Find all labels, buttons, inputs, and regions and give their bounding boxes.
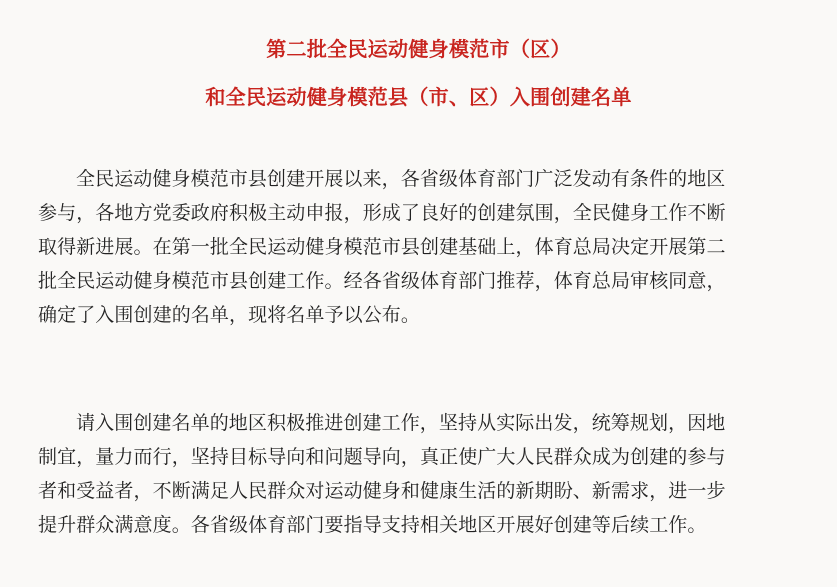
paragraph-2 (38, 406, 837, 542)
paragraph-line: 制宜，量力而行，坚持目标导向和问题导向，真正使广大人民群众成为创建的参与 (38, 446, 726, 468)
document-title-line-1: 第二批全民运动健身模范市（区） (266, 37, 571, 61)
paragraph-line: 提升群众满意度。各省级体育部门要指导支持相关地区开展好创建等后续工作。 (38, 514, 707, 536)
paragraph-line: 取得新进展。在第一批全民运动健身模范市县创建基础上，体育总局决定开展第二 (38, 236, 726, 258)
paragraph-line: 参与，各地方党委政府积极主动申报，形成了良好的创建氛围，全民健身工作不断 (38, 202, 726, 224)
paragraph-line: 确定了入围创建的名单，现将名单予以公布。 (38, 304, 421, 326)
paragraph-line: 全民运动健身模范市县创建开展以来，各省级体育部门广泛发动有条件的地区 (76, 168, 726, 190)
paragraph-line: 请入围创建名单的地区积极推进创建工作，坚持从实际出发，统筹规划，因地 (76, 412, 726, 434)
paragraph-1 (38, 162, 837, 332)
document-title-line-2: 和全民运动健身模范县（市、区）入围创建名单 (205, 85, 632, 109)
paragraph-line: 批全民运动健身模范市县创建工作。经各省级体育部门推荐，体育总局审核同意， (38, 270, 726, 292)
paragraph-line: 者和受益者，不断满足人民群众对运动健身和健康生活的新期盼、新需求，进一步 (38, 480, 726, 502)
